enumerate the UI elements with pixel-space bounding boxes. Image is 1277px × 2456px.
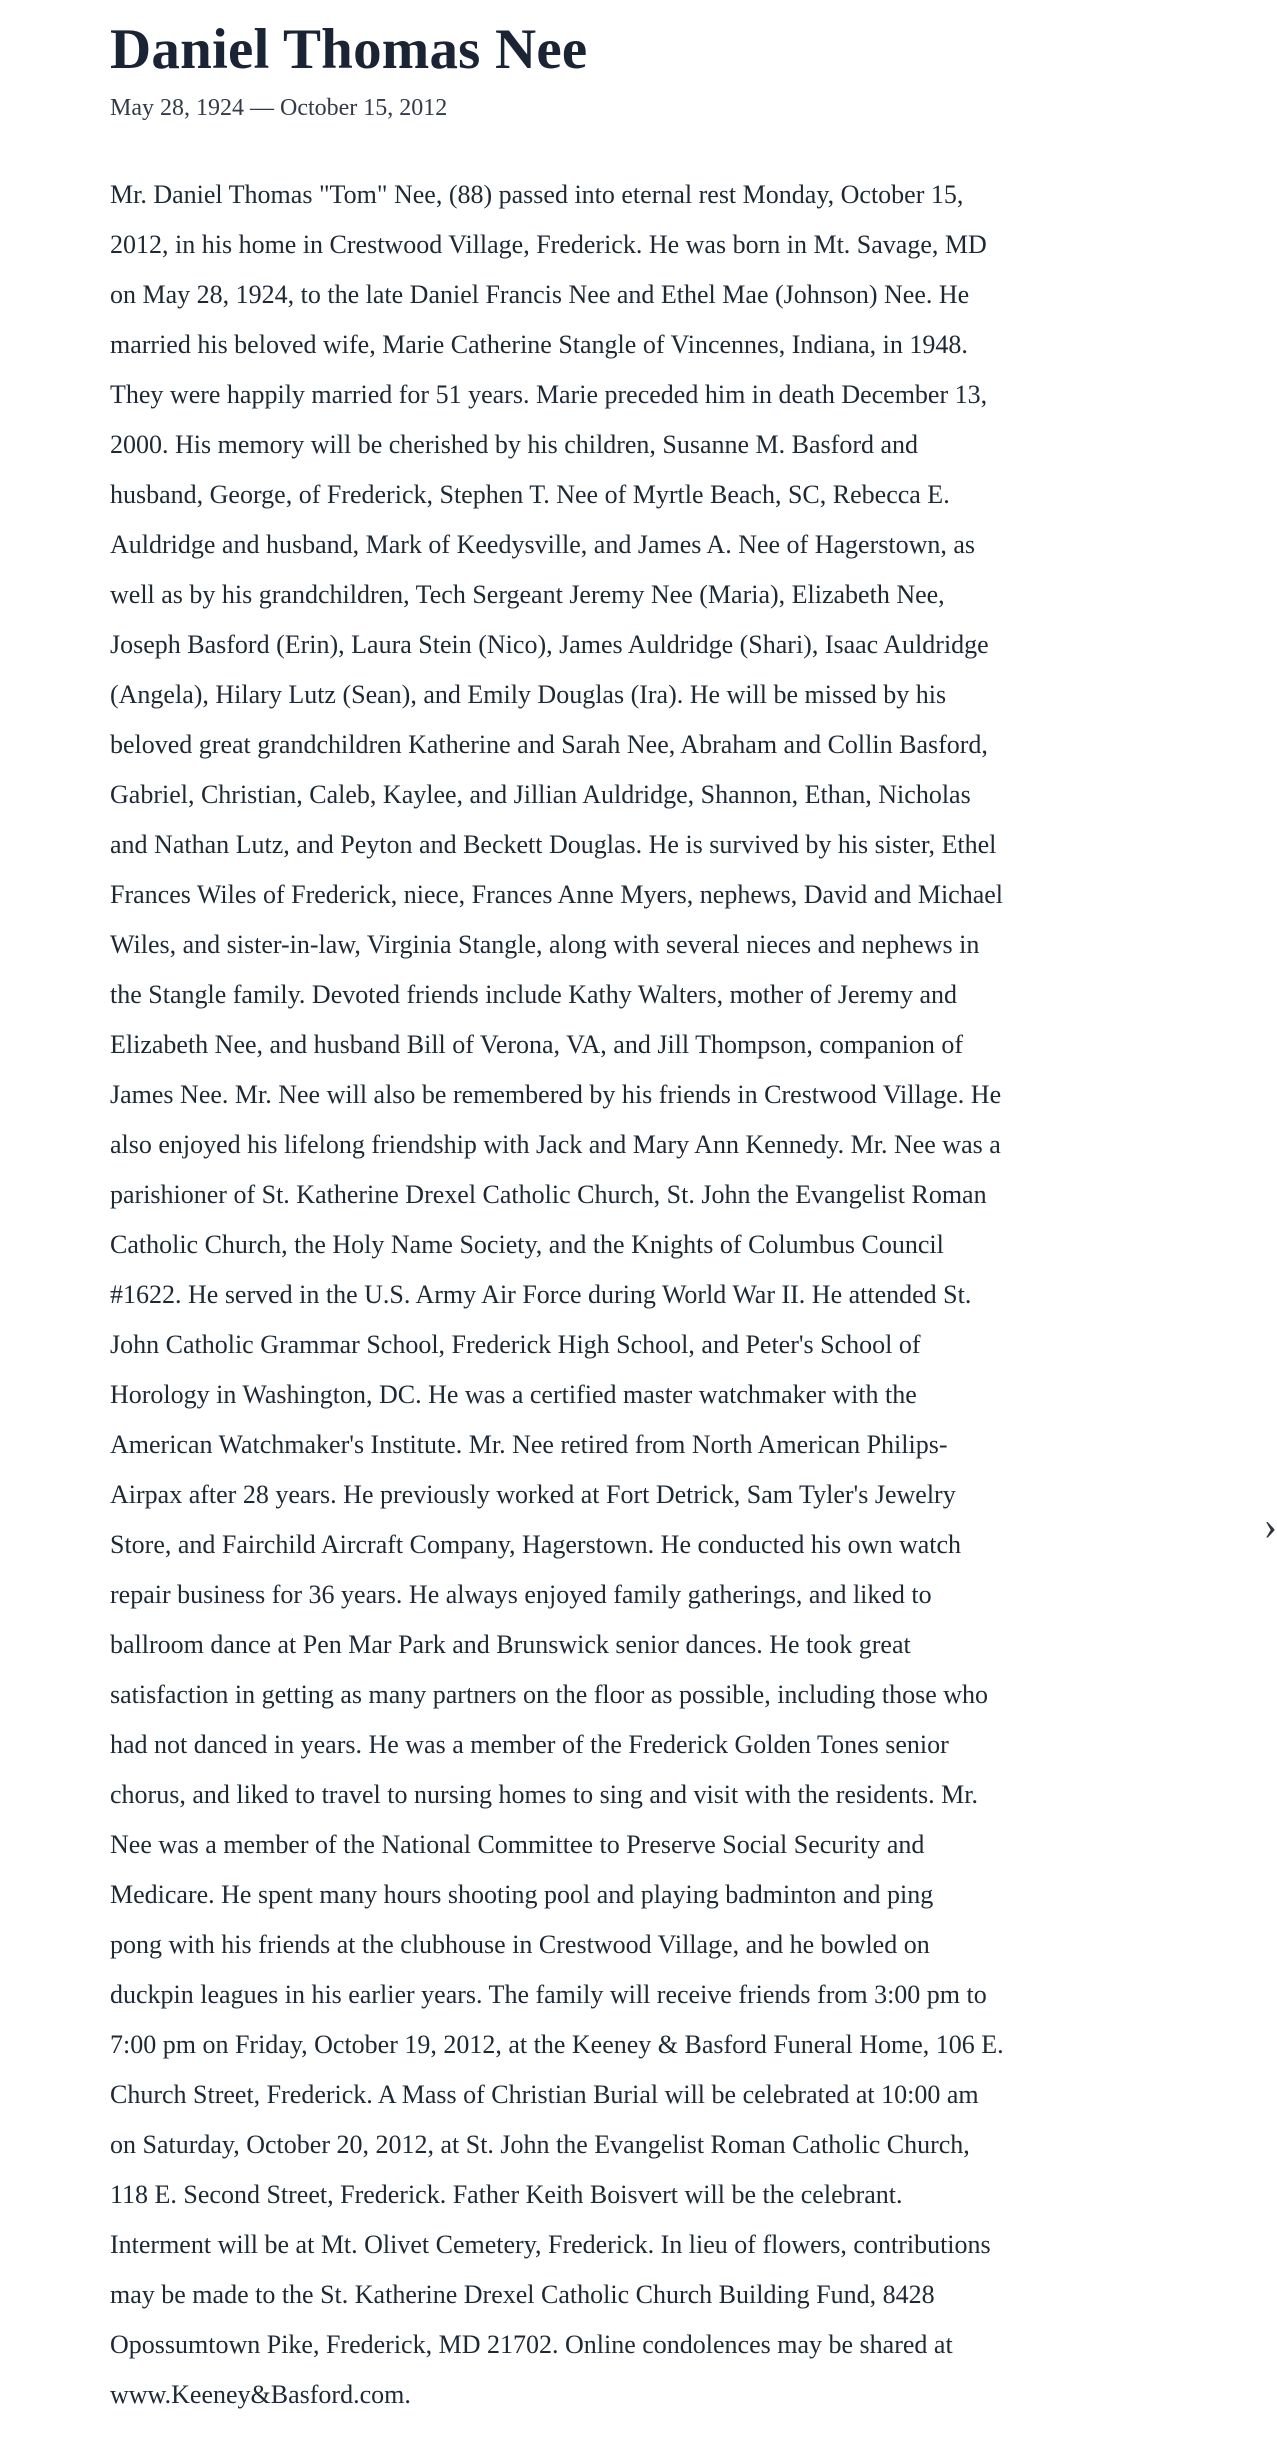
obituary-line: Opossumtown Pike, Frederick, MD 21702. Online condolences may be shared at [110,2330,953,2359]
obituary-line: #1622. He served in the U.S. Army Air Force during World War II. He attended St. [110,1280,972,1309]
obituary-line: parishioner of St. Katherine Drexel Catholic Church, St. John the Evangelist Roman [110,1180,987,1209]
obituary-line: www.Keeney&Basford.com. [110,2380,411,2409]
obituary-line: Mr. Daniel Thomas "Tom" Nee, (88) passed into eternal rest Monday, October 15, [110,180,964,209]
obituary-line: husband, George, of Frederick, Stephen T. Nee of Myrtle Beach, SC, Rebecca E. [110,480,950,509]
obituary-line: pong with his friends at the clubhouse in Crestwood Village, and he bowled on [110,1930,930,1959]
obituary-line: satisfaction in getting as many partners on the floor as possible, including those who [110,1680,989,1709]
obituary-line: Catholic Church, the Holy Name Society, and the Knights of Columbus Council [110,1230,944,1259]
obituary-body [110,170,1200,2420]
obituary-line: ballroom dance at Pen Mar Park and Brunswick senior dances. He took great [110,1630,911,1659]
obituary-line: had not danced in years. He was a member of the Frederick Golden Tones senior [110,1730,949,1759]
life-dates: May 28, 1924 — October 15, 2012 [110,94,448,121]
obituary-line: on May 28, 1924, to the late Daniel Francis Nee and Ethel Mae (Johnson) Nee. He [110,280,970,309]
obituary-line: Church Street, Frederick. A Mass of Christian Burial will be celebrated at 10:00 am [110,2080,979,2109]
obituary-line: repair business for 36 years. He always enjoyed family gatherings, and liked to [110,1580,932,1609]
obituary-line: Gabriel, Christian, Caleb, Kaylee, and Jillian Auldridge, Shannon, Ethan, Nicholas [110,780,971,809]
obituary-line: John Catholic Grammar School, Frederick High School, and Peter's School of [110,1330,921,1359]
obituary-line: chorus, and liked to travel to nursing homes to sing and visit with the residents. Mr. [110,1780,979,1809]
obituary-line: (Angela), Hilary Lutz (Sean), and Emily Douglas (Ira). He will be missed by his [110,680,947,709]
obituary-line: Horology in Washington, DC. He was a certified master watchmaker with the [110,1380,917,1409]
obituary-line: James Nee. Mr. Nee will also be remembered by his friends in Crestwood Village. He [110,1080,1002,1109]
obituary-line: Airpax after 28 years. He previously worked at Fort Detrick, Sam Tyler's Jewelry [110,1480,956,1509]
obituary-line: the Stangle family. Devoted friends include Kathy Walters, mother of Jeremy and [110,980,957,1009]
obituary-line: beloved great grandchildren Katherine and Sarah Nee, Abraham and Collin Basford, [110,730,988,759]
obituary-line: married his beloved wife, Marie Catherine Stangle of Vincennes, Indiana, in 1948. [110,330,968,359]
obituary-line: American Watchmaker's Institute. Mr. Nee retired from North American Philips- [110,1430,948,1459]
obituary-line: Store, and Fairchild Aircraft Company, Hagerstown. He conducted his own watch [110,1530,962,1559]
obituary-line: Nee was a member of the National Committee to Preserve Social Security and [110,1830,925,1859]
obituary-line: Wiles, and sister-in-law, Virginia Stangle, along with several nieces and nephews in [110,930,980,959]
obituary-line: on Saturday, October 20, 2012, at St. John the Evangelist Roman Catholic Church, [110,2130,970,2159]
obituary-line: well as by his grandchildren, Tech Sergeant Jeremy Nee (Maria), Elizabeth Nee, [110,580,945,609]
obituary-line: 2012, in his home in Crestwood Village, Frederick. He was born in Mt. Savage, MD [110,230,987,259]
page-title: Daniel Thomas Nee [110,18,588,81]
obituary-line: They were happily married for 51 years. Marie preceded him in death December 13, [110,380,988,409]
obituary-line: Auldridge and husband, Mark of Keedysville, and James A. Nee of Hagerstown, as [110,530,976,559]
obituary-line: also enjoyed his lifelong friendship with Jack and Mary Ann Kennedy. Mr. Nee was a [110,1130,1001,1159]
obituary-line: 118 E. Second Street, Frederick. Father Keith Boisvert will be the celebrant. [110,2180,903,2209]
obituary-line: 7:00 pm on Friday, October 19, 2012, at the Keeney & Basford Funeral Home, 106 E. [110,2030,1004,2059]
obituary-line: Joseph Basford (Erin), Laura Stein (Nico), James Auldridge (Shari), Isaac Auldridge [110,630,989,659]
obituary-line: Frances Wiles of Frederick, niece, Frances Anne Myers, nephews, David and Michael [110,880,1004,909]
carousel-next-arrow-clipped-icon[interactable]: › [1263,1503,1277,1548]
obituary-line: Medicare. He spent many hours shooting pool and playing badminton and ping [110,1880,934,1909]
obituary-line: may be made to the St. Katherine Drexel Catholic Church Building Fund, 8428 [110,2280,935,2309]
obituary-line: and Nathan Lutz, and Peyton and Beckett Douglas. He is survived by his sister, Ethel [110,830,997,859]
obituary-line: Interment will be at Mt. Olivet Cemetery, Frederick. In lieu of flowers, contributions [110,2230,991,2259]
obituary-line: 2000. His memory will be cherished by his children, Susanne M. Basford and [110,430,919,459]
obituary-line: duckpin leagues in his earlier years. The family will receive friends from 3:00 pm to [110,1980,987,2009]
obituary-line: Elizabeth Nee, and husband Bill of Verona, VA, and Jill Thompson, companion of [110,1030,964,1059]
obituary-header [110,20,587,123]
